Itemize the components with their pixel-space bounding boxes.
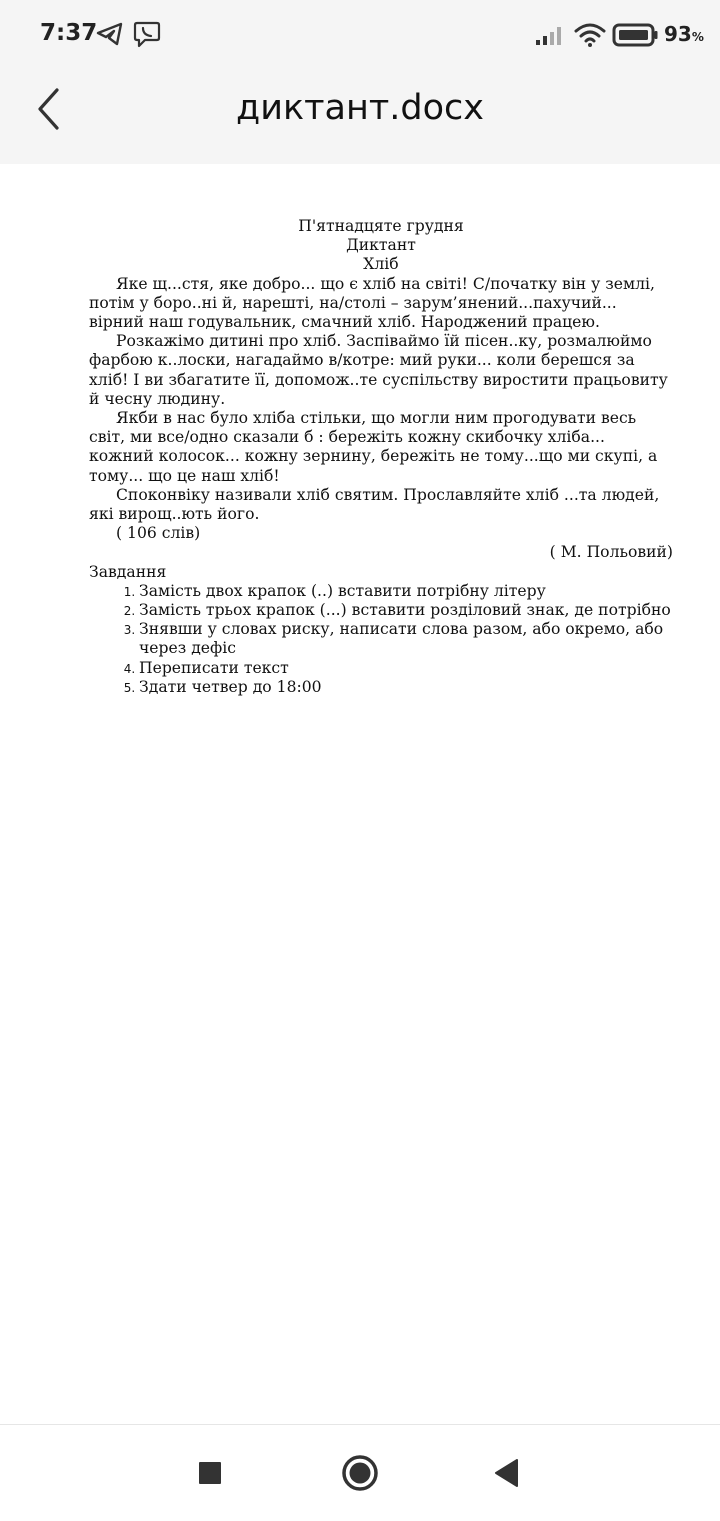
document-title: диктант.docx <box>236 88 484 128</box>
navigation-bar <box>0 1424 720 1521</box>
app-bar <box>0 60 720 164</box>
recents-button[interactable] <box>196 1459 224 1487</box>
document-page <box>89 217 673 697</box>
paragraph: Якби в нас було хліба стільки, що могли ним прогодувати весь світ, ми все/одно сказали б : бережіть кожну скибочку хліба... кожний колосок... кожну зернину, бережіть не тому...що ми скупі, а тому... що це наш хліб! <box>89 409 658 485</box>
heading-date: П'ятнадцяте грудня <box>298 217 464 235</box>
paragraph: Розкажімо дитині про хліб. Заспіваймо їй пісен..ку, розмалюймо фарбою к..лоски, нагадаймо в/котре: мий руки... коли берешся за хліб! І ви збагатите її, допомож..те суспільству виростити працьовиту й чесну людину. <box>89 332 668 408</box>
task-item: 5. Здати четвер до 18:00 <box>139 678 673 697</box>
paragraph: Споконвіку називали хліб святим. Прославляйте хліб ...та людей, які вирощ..ють його. <box>89 485 660 524</box>
task-item: 2. Замість трьох крапок (...) вставити розділовий знак, де потрібно <box>139 601 673 620</box>
heading-type: Диктант <box>346 236 416 255</box>
tasks-heading: Завдання <box>89 562 167 581</box>
back-nav-button[interactable] <box>492 1457 522 1489</box>
back-triangle-icon <box>492 1457 522 1489</box>
paragraph: Яке щ...стя, яке добро... що є хліб на світі! С/початку він у землі, потім у боро..ні й, нарешті, на/столі – зарум’янений...пахучий... вірний наш годувальник, смачний хліб. Народжений працею. <box>89 274 655 332</box>
battery-percent: 93% <box>664 22 704 46</box>
heading-title: Хліб <box>363 255 399 274</box>
tasks-list <box>89 582 673 697</box>
task-item: 1. Замість двох крапок (..) вставити потрібну літеру <box>139 582 673 601</box>
battery-icon <box>612 23 660 47</box>
status-time: 7:37 <box>40 20 98 46</box>
task-item: 4. Переписати текст <box>139 659 673 678</box>
signal-icon <box>535 24 565 46</box>
viber-icon <box>133 19 161 49</box>
telegram-icon <box>96 22 124 46</box>
home-button[interactable] <box>340 1453 380 1493</box>
home-circle-icon <box>340 1453 380 1493</box>
wifi-icon <box>574 22 606 48</box>
recents-square-icon <box>196 1459 224 1487</box>
word-count: ( 106 слів) <box>116 524 201 543</box>
author-attribution: ( М. Польовий) <box>549 543 673 562</box>
task-item: 3. Знявши у словах риску, написати слова разом, або окремо, або через дефіс <box>139 620 673 658</box>
